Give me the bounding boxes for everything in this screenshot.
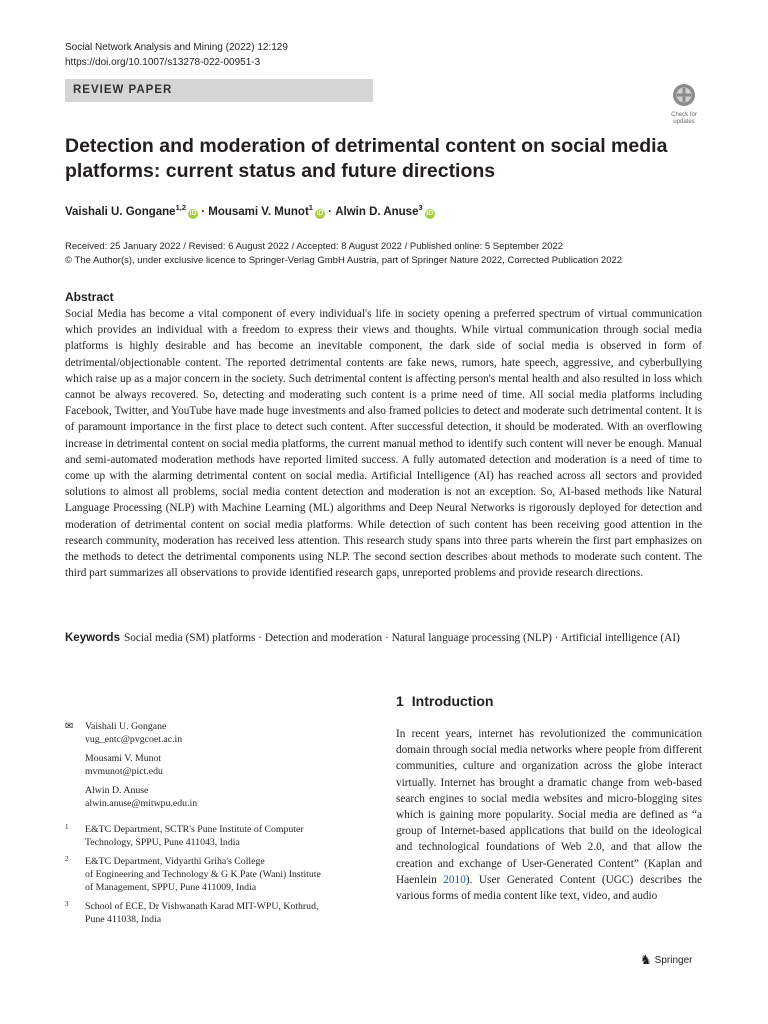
correspondence-block [65, 720, 375, 816]
author-name: Vaishali U. Gongane [65, 205, 176, 218]
envelope-icon: ✉ [65, 721, 74, 732]
orcid-icon[interactable]: iD [189, 209, 197, 217]
publisher-logo [640, 952, 692, 968]
orcid-icon[interactable]: iD [426, 209, 434, 217]
journal-citation [65, 40, 288, 70]
doi-link[interactable]: https://doi.org/10.1007/s13278-022-00951-3 [65, 57, 261, 68]
affiliation-entry [65, 900, 375, 926]
author-3[interactable] [335, 203, 434, 219]
section-title: Introduction [411, 693, 494, 709]
author-affiliation-sup: 1,2 [175, 203, 186, 212]
affiliation-line: Technology, SPPU, Pune 411043, India [85, 837, 240, 848]
author-name: Alwin D. Anuse [335, 205, 419, 218]
affiliation-number: 3 [65, 900, 69, 908]
correspondent-name: Vaishali U. Gongane [85, 721, 167, 732]
check-for-label: Check for [671, 112, 697, 118]
affiliations [65, 823, 375, 932]
affiliation-number: 2 [65, 855, 69, 863]
keywords-heading: Keywords [65, 632, 120, 644]
author-list [65, 203, 435, 219]
author-affiliation-sup: 3 [418, 203, 423, 212]
section-heading-introduction [396, 693, 493, 709]
copyright-line: © The Author(s), under exclusive licence to Springer-Verlag GmbH Austria, part of Springer Nature 2022, Corrected Publication 2022 [65, 255, 623, 266]
affiliation-entry [65, 855, 375, 894]
affiliation-number: 1 [65, 823, 69, 831]
author-1[interactable] [65, 203, 198, 219]
affiliation-line: E&TC Department, SCTR's Pune Institute of Computer [85, 824, 304, 835]
author-name: Mousami V. Munot [208, 205, 309, 218]
dates-line: Received: 25 January 2022 / Revised: 6 August 2022 / Accepted: 8 August 2022 / Published online: 5 September 2022 [65, 241, 564, 252]
author-separator: · [201, 205, 206, 218]
affiliation-line: E&TC Department, Vidyarthi Griha's College [85, 856, 265, 867]
correspondent-email[interactable]: mvmunot@pict.edu [85, 766, 163, 777]
affiliation-line: of Engineering and Technology & G K Pate (Wani) Institute [85, 869, 321, 880]
orcid-icon[interactable]: iD [316, 209, 324, 217]
citation-link[interactable]: 2010 [443, 873, 466, 886]
correspondence-entry [85, 784, 375, 810]
intro-paragraph-cont: ). User Generated Content (UGC) describes the various forms of media content like text, video, and audio [396, 873, 702, 903]
correspondence-entry [85, 752, 375, 778]
author-separator: · [328, 205, 332, 218]
paper-title: Detection and moderation of detrimental content on social media platforms: current status and future directions [65, 135, 668, 182]
section-number: 1 [396, 693, 404, 709]
keywords-text: Social media (SM) platforms · Detection and moderation · Natural language processing (NLP) · Artificial intelligence (AI) [123, 632, 680, 644]
introduction-text [396, 726, 702, 904]
crossmark-icon [672, 83, 696, 107]
keywords [65, 630, 702, 646]
correspondent-email[interactable]: vug_entc@pvgcoet.ac.in [85, 734, 183, 745]
article-type-banner: REVIEW PAPER [65, 79, 373, 102]
affiliation-line: School of ECE, Dr Vishwanath Karad MIT-WPU, Kothrud, [85, 901, 319, 912]
affiliation-entry [65, 823, 375, 849]
correspondent-name: Mousami V. Munot [85, 753, 162, 764]
author-affiliation-sup: 1 [308, 203, 313, 212]
springer-horse-icon: ♞ [640, 952, 652, 967]
publisher-name: Springer [654, 955, 693, 966]
updates-label: updates [673, 119, 695, 125]
correspondent-name: Alwin D. Anuse [85, 785, 149, 796]
abstract-text: Social Media has become a vital component of every individual's life in society opening a preferred spectrum of virtual communication which provides an individual with a freedom to express their views and thoughts. While virtual communication through social media platforms is highly desirable and has become an inevitable component, the dark side of social media is observed in form of detrimental/objectionable content. The reported detrimental contents are fake news, rumors, hate speech, aggressive, and cyberbullying which raise up as a major concern in the society. Such detrimental content is affecting person's mental health and also resulted in loss which cannot be always recovered. So, detecting and moderating such content is a prime need of time. All social media platforms including Facebook, Twitter, and YouTube have made huge investments and also framed policies to detect and moderate such detrimental content. It is of paramount importance in the first place to detect such content. After successful detection, it should be moderated. With an overflowing increase in detrimental content on social media platforms, the current manual method to identify such content will never be enough. Manual and semi-automated moderation methods have reported limited success. A fully automated detection and moderation is a need of time to come up with the alarming detrimental content on social media. Artificial Intelligence (AI) has reached across all sectors and provided solutions to almost all problems, social media content detection and moderation is not an exception. So, AI-based methods like Natural Language Processing (NLP) with Machine Learning (ML) algorithms and Deep Neural Networks is rigorously deployed for detection and moderation of detrimental content on social media platforms. While detection of such content has been receiving good attention in the research community, moderation has received less attention. This research study spans into three parts wherein the first part emphasizes on the methods to detect the detrimental components using NLP. The second section describes about methods to moderate such content. The third part summarizes all observations to provide identified research gaps, unreported problems and provide research directions. [65, 308, 702, 580]
intro-paragraph: In recent years, internet has revolutionized the communication domain through social media networks where people from different communities, culture and organization across the globe interact virtually. Internet has brought a dramatic change from web-based search engines to social media websites and micro-blogging sites which is gaining more popularity. Social media are defined as “a group of Internet-based applications that build on the ideological and technological foundations of Web 2.0, and that allow the creation and exchange of User-Generated Content” (Kaplan and Haenlein [396, 728, 702, 886]
journal-name: Social Network Analysis and Mining (2022) 12:129 [65, 42, 288, 53]
publication-history [65, 240, 725, 268]
abstract-heading: Abstract [65, 290, 114, 304]
author-2[interactable] [208, 203, 325, 219]
affiliation-line: Pune 411038, India [85, 914, 162, 925]
correspondence-entry [85, 720, 375, 746]
check-for-updates-badge[interactable] [664, 83, 704, 126]
correspondent-email[interactable]: alwin.anuse@mitwpu.edu.in [85, 798, 198, 809]
affiliation-line: of Management, SPPU, Pune 411009, India [85, 882, 257, 893]
